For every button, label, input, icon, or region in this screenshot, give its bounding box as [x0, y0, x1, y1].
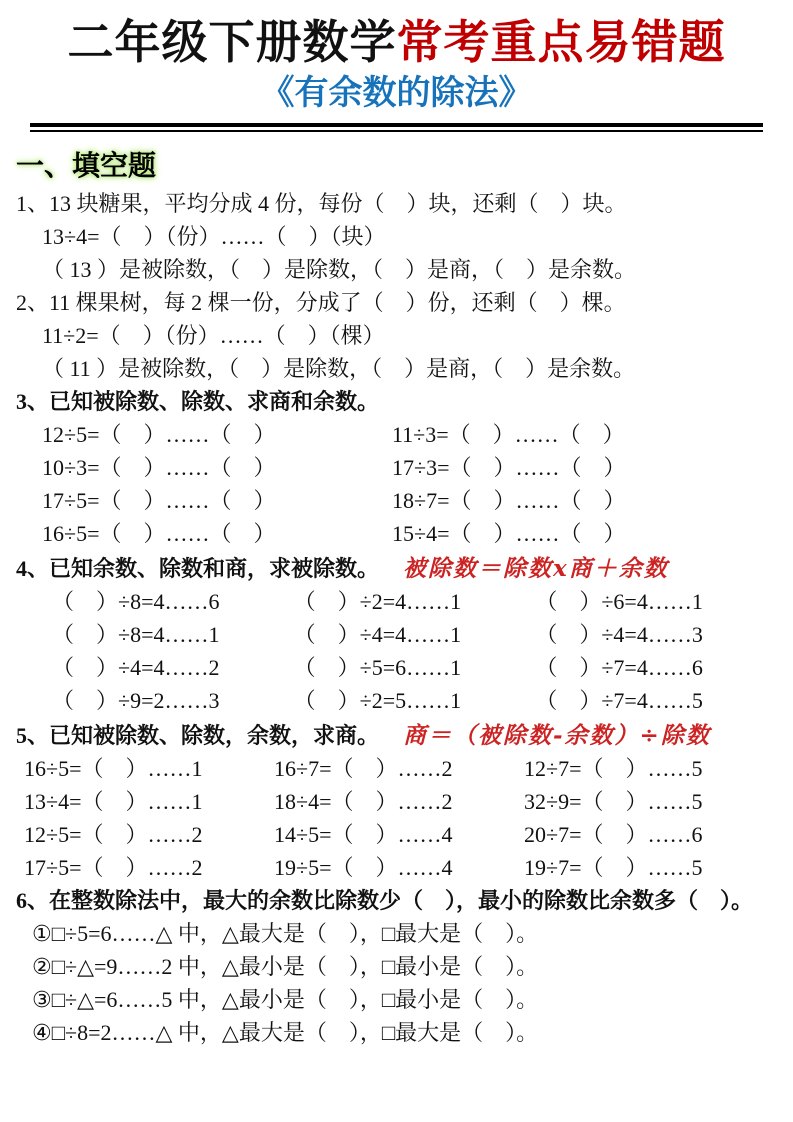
q5-expression: 12÷7=（ ）……5 — [524, 756, 703, 782]
question-4-formula-note: 被除数＝除数x商＋余数 — [403, 555, 669, 583]
question-4-row — [16, 651, 777, 684]
q3-expression: 16÷5=（ ）……（ ） — [42, 521, 276, 547]
question-1-line-2: 13÷4=（ ）（份）……（ ）（块） — [42, 224, 386, 250]
question-2-line-1: 2、11 棵果树，每 2 棵一份，分成了（ ）份，还剩（ ）棵。 — [16, 290, 626, 316]
question-6-item-1: ①□÷5=6……△ 中，△最大是（ ），□最大是（ ）。 — [32, 921, 539, 947]
q3-expression: 17÷3=（ ）……（ ） — [392, 455, 626, 481]
q3-expression: 12÷5=（ ）……（ ） — [42, 422, 276, 448]
q5-expression: 17÷5=（ ）……2 — [24, 855, 203, 881]
q5-expression: 18÷4=（ ）……2 — [274, 789, 453, 815]
q4-expression: （ ）÷4=4……1 — [293, 622, 462, 648]
q5-expression: 32÷9=（ ）……5 — [524, 789, 703, 815]
question-6-header: 6、在整数除法中，最大的余数比除数少（ ），最小的除数比余数多（ ）。 — [16, 888, 754, 914]
q4-expression: （ ）÷7=4……5 — [535, 688, 703, 714]
question-5-header-row — [16, 717, 777, 752]
q3-expression: 11÷3=（ ）……（ ） — [392, 422, 625, 448]
question-3-header: 3、已知被除数、除数、求商和余数。 — [16, 389, 380, 415]
q3-expression: 10÷3=（ ）……（ ） — [42, 455, 276, 481]
q4-expression: （ ）÷8=4……6 — [52, 589, 220, 615]
question-3-row — [16, 484, 777, 517]
question-4-row — [16, 585, 777, 618]
q4-expression: （ ）÷4=4……3 — [535, 622, 703, 648]
q5-expression: 20÷7=（ ）……6 — [524, 822, 703, 848]
q3-expression: 18÷7=（ ）……（ ） — [392, 488, 626, 514]
question-5-row — [16, 752, 777, 785]
question-3-row — [16, 517, 777, 550]
q4-expression: （ ）÷7=4……6 — [535, 655, 703, 681]
question-6-item-3: ③□÷△=6……5 中，△最小是（ ），□最小是（ ）。 — [32, 987, 539, 1013]
question-5-formula-note: 商＝（被除数-余数）÷除数 — [403, 722, 711, 750]
double-divider-line — [30, 123, 763, 132]
q4-expression: （ ）÷2=4……1 — [293, 589, 462, 615]
title-main: 二年级下册数学 — [67, 17, 397, 68]
question-3-row — [16, 418, 777, 451]
question-5-row — [16, 818, 777, 851]
q3-expression: 17÷5=（ ）……（ ） — [42, 488, 276, 514]
question-3-row — [16, 451, 777, 484]
section-heading: 一、填空题 — [16, 151, 157, 183]
question-4-row — [16, 618, 777, 651]
question-4-header: 4、已知余数、除数和商，求被除数。 — [16, 556, 380, 582]
question-4-row — [16, 684, 777, 717]
question-4-header-row — [16, 550, 777, 585]
q4-expression: （ ）÷2=5……1 — [293, 688, 462, 714]
q4-expression: （ ）÷4=4……2 — [52, 655, 220, 681]
title-highlight: 常考重点易错题 — [396, 17, 726, 68]
question-6-item-4: ④□÷8=2……△ 中，△最大是（ ），□最大是（ ）。 — [32, 1020, 539, 1046]
question-2-line-2: 11÷2=（ ）（份）……（ ）（棵） — [42, 323, 385, 349]
q4-expression: （ ）÷9=2……3 — [52, 688, 220, 714]
q3-expression: 15÷4=（ ）……（ ） — [392, 521, 626, 547]
worksheet-title — [16, 14, 777, 72]
q5-expression: 19÷7=（ ）……5 — [524, 855, 703, 881]
q4-expression: （ ）÷5=6……1 — [293, 655, 462, 681]
question-2-line-3: （ 11 ）是被除数，（ ）是除数，（ ）是商，（ ）是余数。 — [42, 356, 636, 382]
worksheet-subtitle: 《有余数的除法》 — [260, 74, 533, 112]
q4-expression: （ ）÷6=4……1 — [535, 589, 703, 615]
q5-expression: 16÷5=（ ）……1 — [24, 756, 203, 782]
q5-expression: 16÷7=（ ）……2 — [274, 756, 453, 782]
q5-expression: 12÷5=（ ）……2 — [24, 822, 203, 848]
question-1-line-3: （ 13 ）是被除数，（ ）是除数，（ ）是商，（ ）是余数。 — [42, 257, 637, 283]
q4-expression: （ ）÷8=4……1 — [52, 622, 220, 648]
q5-expression: 14÷5=（ ）……4 — [274, 822, 453, 848]
question-1-line-1: 1、13 块糖果，平均分成 4 份，每份（ ）块，还剩（ ）块。 — [16, 191, 627, 217]
question-6-item-2: ②□÷△=9……2 中，△最小是（ ），□最小是（ ）。 — [32, 954, 539, 980]
question-5-row — [16, 785, 777, 818]
q5-expression: 19÷5=（ ）……4 — [274, 855, 453, 881]
question-5-header: 5、已知被除数、除数，余数，求商。 — [16, 723, 380, 749]
q5-expression: 13÷4=（ ）……1 — [24, 789, 203, 815]
question-5-row — [16, 851, 777, 884]
